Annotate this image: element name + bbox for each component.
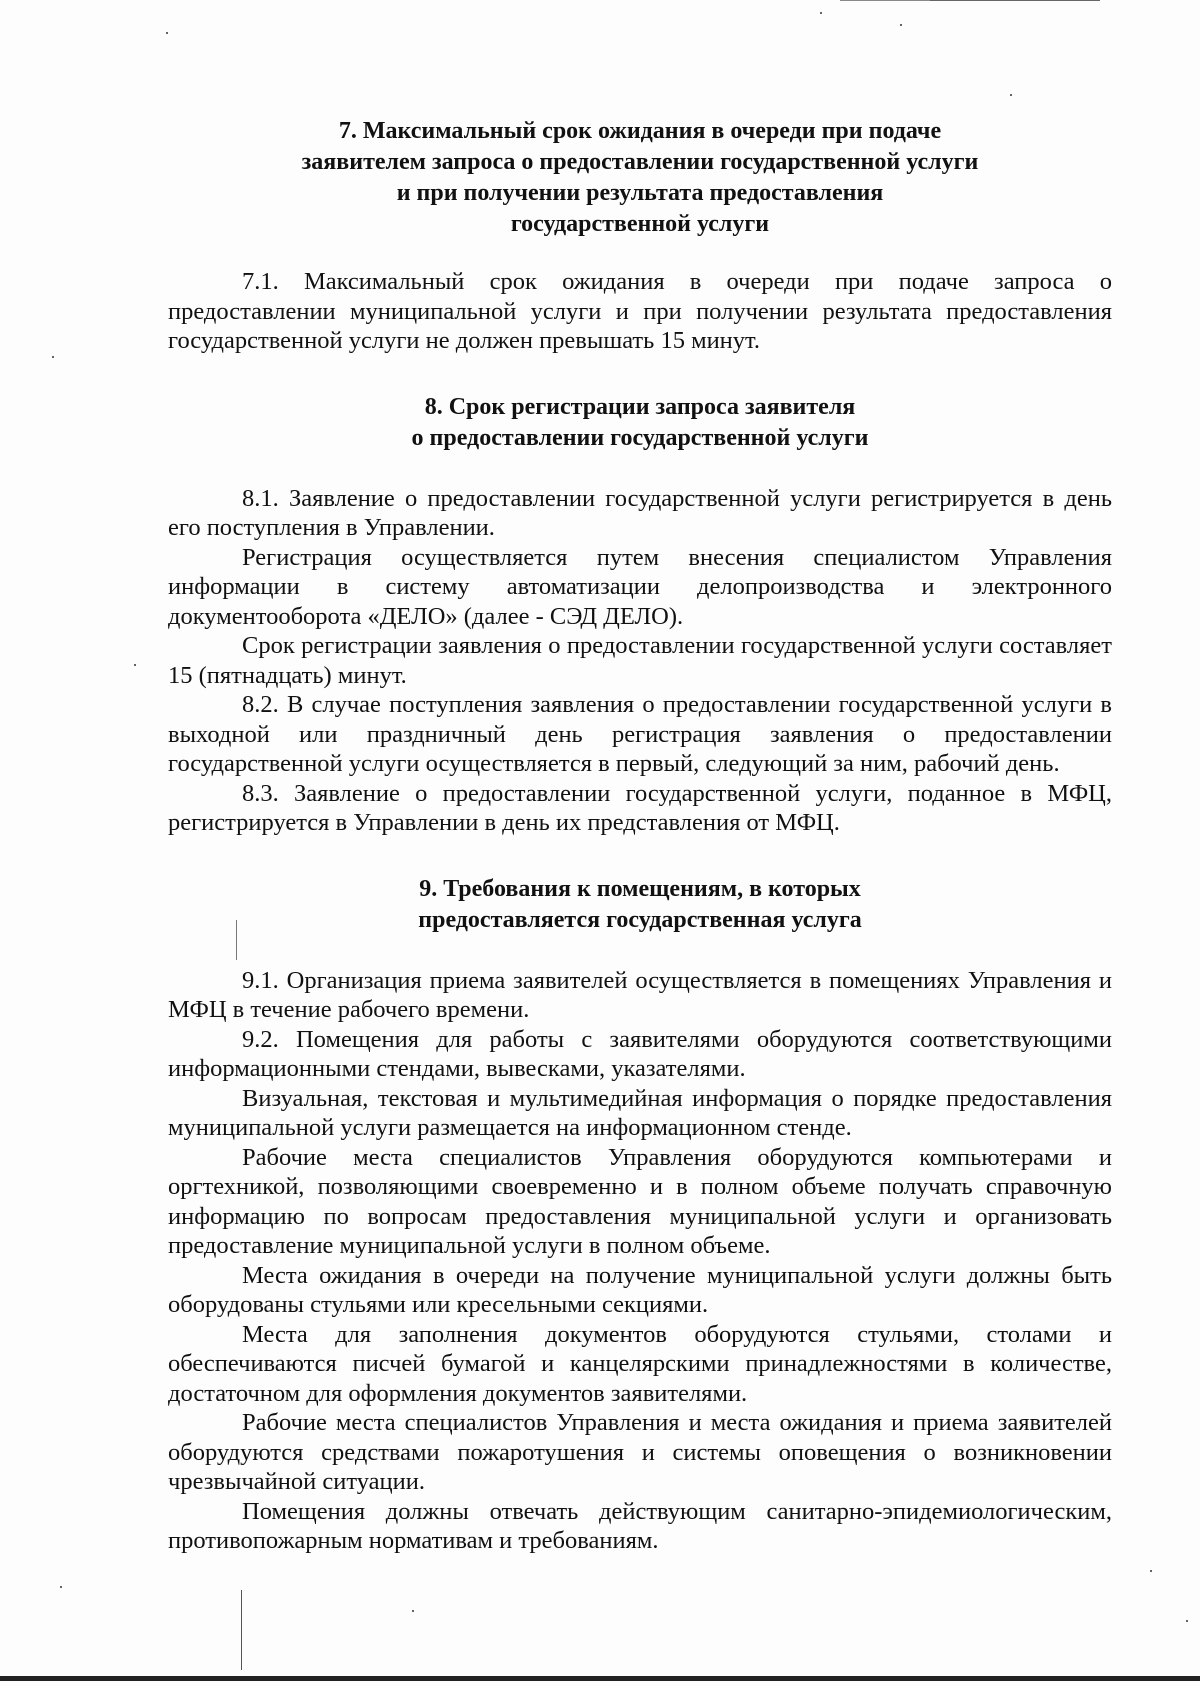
paragraph-9-1: 9.1. Организация приема заявителей осуществляется в помещениях Управления и МФЦ в течение рабочего времени. bbox=[168, 966, 1112, 1023]
paragraph-8-1-deadline: Срок регистрации заявления о предоставлении государственной услуги составляет 15 (пятнадцать) минут. bbox=[168, 632, 1112, 689]
paragraph-9-2-fire-safety: Рабочие места специалистов Управления и места ожидания и приема заявителей оборудуются средствами пожаротушения и системы оповещения о возникновении чрезвычайной ситуации. bbox=[168, 1409, 1112, 1495]
paragraph-9-2-filling: Места для заполнения документов оборудуются стульями, столами и обеспечиваются писчей бумагой и канцелярскими принадлежностями в количестве, достаточном для оформления документов заявителями. bbox=[168, 1320, 1112, 1407]
speck bbox=[134, 664, 136, 666]
speck bbox=[412, 1610, 414, 1612]
speck bbox=[900, 24, 902, 26]
paragraph-9-2-workplaces: Рабочие места специалистов Управления оборудуются компьютерами и оргтехникой, позволяющими своевременно и в полном объеме получать справочную информацию по вопросам предоставления муниципальной услуги и организовать предоставление муниципальной услуги в полном объеме. bbox=[168, 1143, 1112, 1259]
paragraph-8-3: 8.3. Заявление о предоставлении государственной услуги, поданное в МФЦ, регистрируется в Управлении в день их представления от МФЦ. bbox=[168, 779, 1112, 836]
speck bbox=[1186, 1620, 1188, 1622]
speck bbox=[820, 12, 822, 14]
heading-line: и при получении результата предоставления bbox=[396, 180, 884, 206]
section-9-heading bbox=[168, 874, 1112, 936]
paragraph-9-2-waiting: Места ожидания в очереди на получение муниципальной услуги должны быть оборудованы стульями или кресельными секциями. bbox=[168, 1261, 1112, 1318]
heading-line: 8. Срок регистрации запроса заявителя bbox=[424, 393, 856, 420]
paragraph-9-2: 9.2. Помещения для работы с заявителями оборудуются соответствующими информационными стендами, вывесками, указателями. bbox=[168, 1025, 1112, 1082]
heading-line: 9. Требования к помещениям, в которых bbox=[419, 875, 861, 902]
scan-mark-left bbox=[241, 1590, 242, 1670]
speck bbox=[1010, 94, 1012, 96]
paragraph-9-2-sanitary: Помещения должны отвечать действующим санитарно-эпидемиологическим, противопожарным нормативам и требованиям. bbox=[168, 1497, 1112, 1554]
paragraph-9-2-visual: Визуальная, текстовая и мультимедийная информация о порядке предоставления муниципальной услуги размещается на информационном стенде. bbox=[168, 1084, 1112, 1141]
heading-line: о предоставлении государственной услуги bbox=[411, 424, 869, 451]
speck bbox=[52, 356, 54, 358]
paragraph-8-1: 8.1. Заявление о предоставлении государственной услуги регистрируется в день его поступления в Управлении. bbox=[168, 484, 1112, 541]
heading-line: предоставляется государственная услуга bbox=[418, 906, 862, 933]
document-body bbox=[168, 116, 1112, 1556]
heading-line: 7. Максимальный срок ожидания в очереди при подаче bbox=[338, 118, 942, 144]
speck bbox=[166, 32, 168, 34]
scan-mark-top bbox=[840, 0, 930, 1]
paragraph-8-2: 8.2. В случае поступления заявления о предоставлении государственной услуги в выходной или праздничный день регистрация заявления о предоставлении государственной услуги осуществляется в первый, следующий за ним, рабочий день. bbox=[168, 691, 1112, 777]
speck bbox=[60, 1586, 62, 1588]
heading-line: заявителем запроса о предоставлении государственной услуги bbox=[301, 149, 979, 175]
speck bbox=[1150, 1570, 1152, 1572]
heading-line: государственной услуги bbox=[510, 211, 770, 237]
section-8-heading bbox=[168, 392, 1112, 454]
section-7-heading bbox=[168, 116, 1112, 240]
paragraph-7-1: 7.1. Максимальный срок ожидания в очереди при подаче запроса о предоставлении муниципальной услуги и при получении результата предоставления государственной услуги не должен превышать 15 минут. bbox=[168, 268, 1112, 354]
scan-edge-bottom bbox=[0, 1676, 1200, 1681]
scan-mark-top-2 bbox=[930, 0, 1100, 1]
paragraph-8-1-registration: Регистрация осуществляется путем внесения специалистом Управления информации в систему автоматизации делопроизводства и электронного документооборота «ДЕЛО» (далее - СЭД ДЕЛО). bbox=[168, 543, 1112, 630]
